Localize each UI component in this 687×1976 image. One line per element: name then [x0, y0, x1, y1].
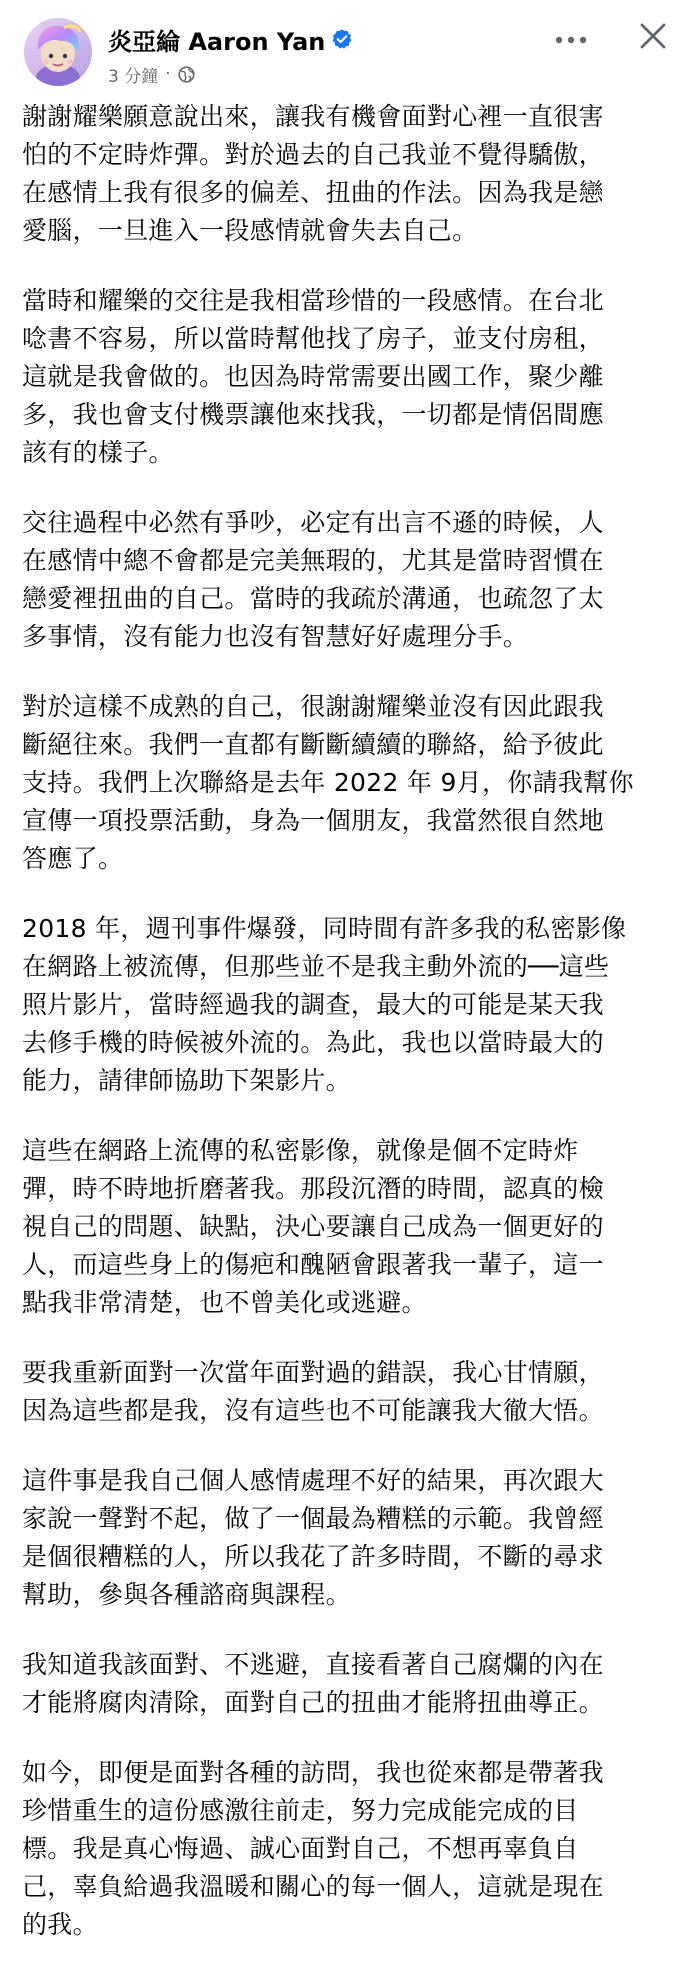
post-timestamp[interactable]: 3 分鐘 [108, 66, 159, 87]
post-text-line: 我知道我該面對、不逃避，直接看著自己腐爛的內在 [22, 1650, 604, 1679]
post-paragraph [22, 504, 670, 656]
post-text-line: 怕的不定時炸彈。對於過去的自己我並不覺得驕傲， [22, 140, 604, 169]
post-meta [108, 62, 195, 86]
post-text-line: 要我重新面對一次當年面對過的錯誤，我心甘情願， [22, 1358, 604, 1387]
post-text-line: 交往過程中必然有爭吵，必定有出言不遜的時候，人 [22, 508, 604, 537]
post-body [22, 98, 670, 1976]
post-paragraph [22, 1462, 670, 1614]
post-text-line: 2018 年，週刊事件爆發，同時間有許多我的私密影像 [22, 914, 627, 943]
post-text-line: 因為這些都是我，沒有這些也不可能讓我大徹大悟。 [22, 1396, 604, 1425]
post-text-line: 愛腦，一旦進入一段感情就會失去自己。 [22, 216, 478, 245]
post-text-line: 當時和耀樂的交往是我相當珍惜的一段感情。在台北 [22, 286, 604, 315]
post-text-line: 支持。我們上次聯絡是去年 2022 年 9月，你請我幫你 [22, 768, 634, 797]
post-text-line: 這件事是我自己個人感情處理不好的結果，再次跟大 [22, 1466, 604, 1495]
more-options-icon[interactable] [554, 30, 588, 50]
post-text-line: 對於這樣不成熟的自己，很謝謝耀樂並沒有因此跟我 [22, 692, 604, 721]
post-paragraph [22, 1646, 670, 1722]
post-text-line: 答應了。 [22, 844, 124, 873]
post-text-line: 人，而這些身上的傷疤和醜陋會跟著我一輩子，這一 [22, 1250, 604, 1279]
meta-separator: · [165, 64, 171, 84]
post-text-line: 點我非常清楚，也不曾美化或逃避。 [22, 1288, 427, 1317]
post-text-line: 該有的樣子。 [22, 438, 174, 467]
post-text-line: 家說一聲對不起，做了一個最為糟糕的示範。我曾經 [22, 1504, 604, 1533]
author-name[interactable]: 炎亞綸 Aaron Yan [108, 27, 326, 56]
post-text-line: 如今，即便是面對各種的訪問，我也從來都是帶著我 [22, 1758, 604, 1787]
post-text-line: 戀愛裡扭曲的自己。當時的我疏於溝通，也疏忽了太 [22, 584, 604, 613]
post-text-line: 斷絕往來。我們一直都有斷斷續續的聯絡，給予彼此 [22, 730, 604, 759]
globe-icon[interactable] [178, 66, 195, 83]
avatar[interactable] [24, 18, 92, 86]
post-paragraph [22, 1354, 670, 1430]
post-text-line: 在網路上被流傳，但那些並不是我主動外流的──這些 [22, 952, 610, 981]
post-text-line: 的我。 [22, 1910, 98, 1939]
close-icon[interactable] [638, 21, 668, 51]
post-text-line: 這就是我會做的。也因為時常需要出國工作，聚少離 [22, 362, 604, 391]
post-paragraph [22, 1132, 670, 1322]
post-text-line: 在感情中總不會都是完美無瑕的，尤其是當時習慣在 [22, 546, 604, 575]
post-text-line: 才能將腐肉清除，面對自己的扭曲才能將扭曲導正。 [22, 1688, 604, 1717]
post-paragraph [22, 98, 670, 250]
post-text-line: 謝謝耀樂願意說出來，讓我有機會面對心裡一直很害 [22, 102, 604, 131]
post-text-line: 去修手機的時候被外流的。為此，我也以當時最大的 [22, 1028, 604, 1057]
post-text-line: 宣傳一項投票活動，身為一個朋友，我當然很自然地 [22, 806, 604, 835]
post-paragraph [22, 910, 670, 1100]
post-text-line: 能力，請律師協助下架影片。 [22, 1066, 351, 1095]
post-text-line: 多事情，沒有能力也沒有智慧好好處理分手。 [22, 622, 529, 651]
post-text-line: 是個很糟糕的人，所以我花了許多時間，不斷的尋求 [22, 1542, 604, 1571]
post-text-line: 標。我是真心悔過、誠心面對自己，不想再辜負自 [22, 1834, 579, 1863]
post-paragraph [22, 282, 670, 472]
post-text-line: 己，辜負給過我溫暖和關心的每一個人，這就是現在 [22, 1872, 604, 1901]
post-text-line: 彈，時不時地折磨著我。那段沉潛的時間，認真的檢 [22, 1174, 604, 1203]
post-paragraph [22, 1754, 670, 1944]
post-text-line: 在感情上我有很多的偏差、扭曲的作法。因為我是戀 [22, 178, 604, 207]
avatar-image [24, 18, 92, 86]
post-paragraph [22, 688, 670, 878]
post-header [0, 0, 687, 100]
post-text-line: 幫助，參與各種諮商與課程。 [22, 1580, 351, 1609]
post-text-line: 唸書不容易，所以當時幫他找了房子，並支付房租， [22, 324, 604, 353]
post-text-line: 這些在網路上流傳的私密影像，就像是個不定時炸 [22, 1136, 579, 1165]
post-text-line: 珍惜重生的這份感激往前走，努力完成能完成的目 [22, 1796, 579, 1825]
post-text-line: 照片影片，當時經過我的調查，最大的可能是某天我 [22, 990, 604, 1019]
post-text-line: 多，我也會支付機票讓他來找我，一切都是情侶間應 [22, 400, 604, 429]
author-row [108, 22, 353, 56]
post-text-line: 視自己的問題、缺點，決心要讓自己成為一個更好的 [22, 1212, 604, 1241]
verified-badge-icon [331, 28, 353, 50]
